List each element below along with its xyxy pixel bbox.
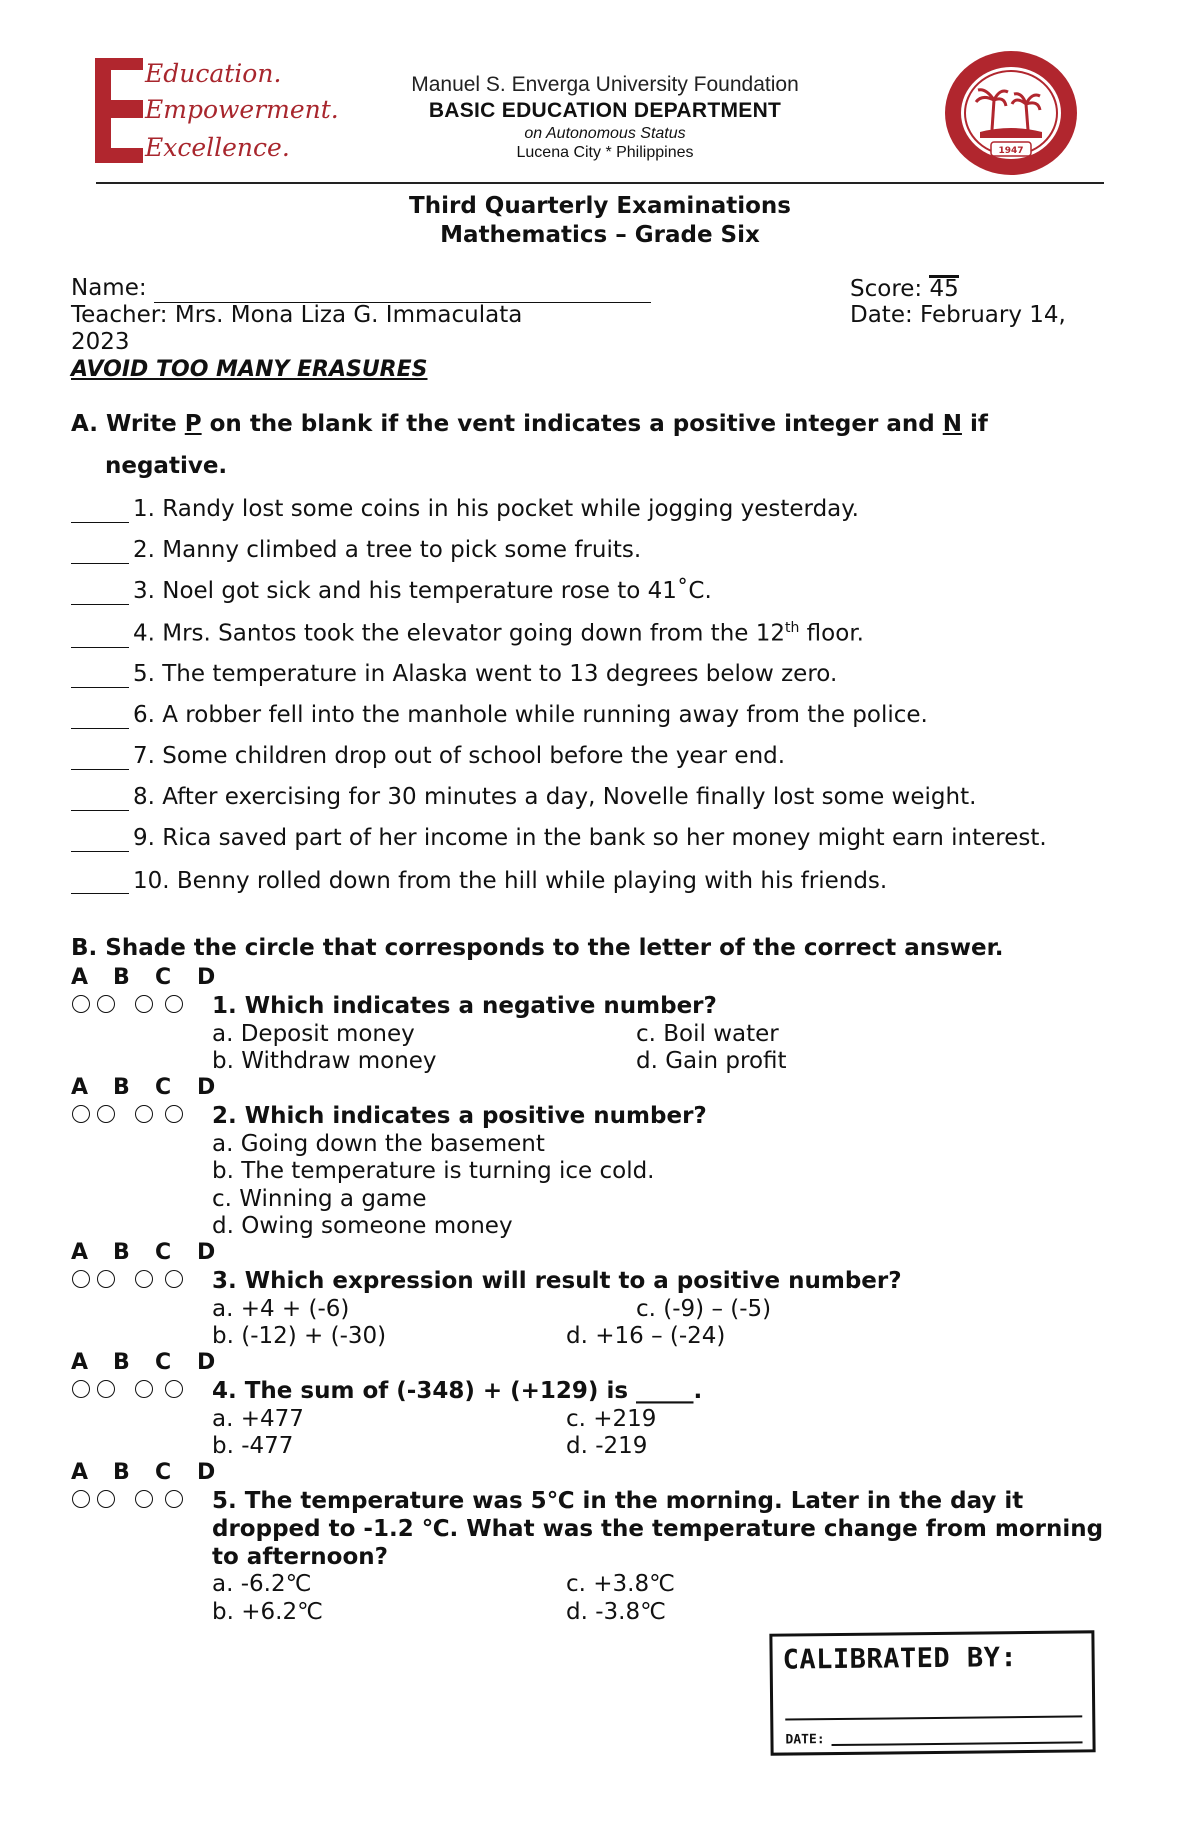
option-c: c. +3.8℃ bbox=[566, 1571, 675, 1597]
list-item bbox=[71, 743, 785, 770]
answer-blank[interactable] bbox=[71, 661, 129, 688]
item-text: 1. Randy lost some coins in his pocket while jogging yesterday. bbox=[133, 496, 859, 522]
circle-b[interactable] bbox=[97, 1380, 115, 1398]
letter-a: A bbox=[71, 1075, 89, 1100]
department-name: BASIC EDUCATION DEPARTMENT bbox=[428, 99, 782, 122]
option-b: b. The temperature is turning ice cold. bbox=[212, 1158, 655, 1184]
letter-c: C bbox=[155, 1350, 172, 1375]
item-text: 8. After exercising for 30 minutes a day, Novelle finally lost some weight. bbox=[133, 784, 977, 810]
list-item bbox=[71, 825, 1047, 852]
answer-blank[interactable] bbox=[71, 784, 129, 811]
circle-d[interactable] bbox=[165, 1380, 183, 1398]
instr-n: N bbox=[942, 411, 962, 437]
option-c: c. Boil water bbox=[636, 1021, 779, 1047]
logo-letter-e bbox=[95, 58, 143, 163]
question-text: 2. Which indicates a positive number? bbox=[212, 1103, 707, 1129]
circle-a[interactable] bbox=[72, 1105, 90, 1123]
circle-a[interactable] bbox=[72, 1270, 90, 1288]
instr-p: P bbox=[184, 411, 202, 437]
answer-blank[interactable] bbox=[71, 621, 129, 648]
option-d: d. Gain profit bbox=[636, 1048, 787, 1074]
circle-c[interactable] bbox=[135, 1270, 153, 1288]
answer-letters bbox=[71, 1350, 239, 1375]
letter-b: B bbox=[113, 1240, 130, 1265]
score-row bbox=[850, 275, 959, 303]
institution-block bbox=[330, 72, 880, 162]
circle-c[interactable] bbox=[135, 995, 153, 1013]
circle-a[interactable] bbox=[72, 1490, 90, 1508]
letter-b: B bbox=[113, 1075, 130, 1100]
circle-d[interactable] bbox=[165, 1270, 183, 1288]
autonomous-status: on Autonomous Status bbox=[524, 125, 686, 142]
item-text-end: floor. bbox=[799, 620, 864, 647]
item-text: 3. Noel got sick and his temperature rose to 41˚C. bbox=[133, 578, 712, 604]
letter-c: C bbox=[155, 1460, 172, 1485]
seal-year: 1947 bbox=[998, 146, 1024, 156]
letter-a: A bbox=[71, 1240, 89, 1265]
logo-line-education: Education. bbox=[145, 59, 282, 88]
option-d: d. -219 bbox=[566, 1433, 648, 1459]
question-text: 3. Which expression will result to a positive number? bbox=[212, 1268, 902, 1294]
option-a: a. +477 bbox=[212, 1406, 304, 1432]
section-b-instruction-text: B. Shade the circle that corresponds to the letter of the correct answer. bbox=[71, 935, 1004, 961]
option-c: c. Winning a game bbox=[212, 1186, 427, 1212]
list-item bbox=[71, 537, 641, 564]
circle-c[interactable] bbox=[135, 1105, 153, 1123]
circle-b[interactable] bbox=[97, 1490, 115, 1508]
circle-b[interactable] bbox=[97, 1105, 115, 1123]
answer-letters bbox=[71, 1075, 239, 1100]
answer-blank[interactable] bbox=[71, 496, 129, 523]
item-text: 5. The temperature in Alaska went to 13 degrees below zero. bbox=[133, 661, 838, 687]
item-text: 4. Mrs. Santos took the elevator going down from the 12 bbox=[133, 620, 785, 647]
answer-blank[interactable] bbox=[71, 578, 129, 605]
list-item bbox=[71, 620, 864, 648]
circle-d[interactable] bbox=[165, 1105, 183, 1123]
letter-b: B bbox=[113, 1460, 130, 1485]
header-divider bbox=[96, 182, 1104, 184]
letter-b: B bbox=[113, 965, 130, 990]
city-line: Lucena City * Philippines bbox=[516, 144, 694, 161]
item-superscript: th bbox=[785, 620, 800, 636]
circle-d[interactable] bbox=[165, 995, 183, 1013]
letter-b: B bbox=[113, 1350, 130, 1375]
option-d: d. -3.8℃ bbox=[566, 1599, 666, 1625]
letter-c: C bbox=[155, 1075, 172, 1100]
section-a-instruction bbox=[71, 411, 988, 437]
name-row bbox=[71, 275, 651, 303]
option-b: b. (-12) + (-30) bbox=[212, 1323, 387, 1349]
stamp-date-line[interactable] bbox=[832, 1741, 1083, 1746]
option-b: b. +6.2℃ bbox=[212, 1599, 323, 1625]
option-d: d. Owing someone money bbox=[212, 1213, 513, 1239]
option-d: d. +16 – (-24) bbox=[566, 1323, 726, 1349]
answer-letters bbox=[71, 1240, 239, 1265]
option-b: b. Withdraw money bbox=[212, 1048, 437, 1074]
answer-blank[interactable] bbox=[71, 702, 129, 729]
circle-b[interactable] bbox=[97, 995, 115, 1013]
option-a: a. -6.2℃ bbox=[212, 1571, 312, 1597]
answer-blank[interactable] bbox=[71, 743, 129, 770]
question-text: 5. The temperature was 5℃ in the morning. Later in the day it dropped to -1.2 ℃. What was the temperature change from morning to afternoon? bbox=[212, 1488, 1104, 1570]
option-b: b. -477 bbox=[212, 1433, 294, 1459]
item-text: 7. Some children drop out of school before the year end. bbox=[133, 743, 786, 769]
letter-d: D bbox=[197, 1075, 216, 1100]
university-seal-icon bbox=[942, 48, 1080, 178]
option-c: c. +219 bbox=[566, 1406, 657, 1432]
circle-a[interactable] bbox=[72, 1380, 90, 1398]
circle-b[interactable] bbox=[97, 1270, 115, 1288]
letter-c: C bbox=[155, 965, 172, 990]
option-a: a. Going down the basement bbox=[212, 1131, 545, 1157]
university-name: Manuel S. Enverga University Foundation bbox=[411, 73, 799, 96]
option-a: a. +4 + (-6) bbox=[212, 1296, 350, 1322]
letter-d: D bbox=[197, 1350, 216, 1375]
item-text: 6. A robber fell into the manhole while running away from the police. bbox=[133, 702, 928, 728]
logo-line-empowerment: Empowerment. bbox=[145, 95, 339, 124]
list-item bbox=[71, 784, 976, 811]
section-a-instruction-line2: negative. bbox=[105, 453, 228, 479]
item-text: 2. Manny climbed a tree to pick some fruits. bbox=[133, 537, 642, 563]
letter-d: D bbox=[197, 965, 216, 990]
calibration-stamp bbox=[769, 1630, 1095, 1755]
name-label: Name: bbox=[71, 275, 147, 301]
answer-letters bbox=[71, 965, 239, 990]
circle-c[interactable] bbox=[135, 1490, 153, 1508]
logo-line-excellence: Excellence. bbox=[145, 133, 290, 162]
instr-pre: A. Write bbox=[71, 411, 185, 437]
section-b-instruction bbox=[71, 935, 1004, 961]
answer-letters bbox=[71, 1460, 239, 1485]
date-line: Date: February 14, bbox=[850, 302, 1066, 328]
stamp-date-label: DATE: bbox=[785, 1732, 825, 1748]
exam-subject: Mathematics – Grade Six bbox=[440, 222, 760, 248]
instr-mid: on the blank if the vent indicates a positive integer and bbox=[201, 411, 943, 437]
answer-blank[interactable] bbox=[71, 867, 129, 894]
teacher-line: Teacher: Mrs. Mona Liza G. Immaculata bbox=[71, 302, 523, 328]
exam-title: Third Quarterly Examinations bbox=[409, 193, 791, 219]
circle-d[interactable] bbox=[165, 1490, 183, 1508]
circle-a[interactable] bbox=[72, 995, 90, 1013]
instr-post: if bbox=[961, 411, 988, 437]
list-item bbox=[71, 702, 928, 729]
option-c: c. (-9) – (-5) bbox=[636, 1296, 772, 1322]
list-item bbox=[71, 661, 837, 688]
item-text: 10. Benny rolled down from the hill while playing with his friends. bbox=[133, 868, 888, 894]
stamp-title: CALIBRATED BY: bbox=[782, 1642, 1018, 1676]
item-text: 9. Rica saved part of her income in the bank so her money might earn interest. bbox=[133, 825, 1047, 851]
name-blank[interactable] bbox=[154, 275, 651, 303]
letter-d: D bbox=[197, 1460, 216, 1485]
letter-d: D bbox=[197, 1240, 216, 1265]
erasure-warning: AVOID TOO MANY ERASURES bbox=[71, 357, 428, 382]
letter-a: A bbox=[71, 1460, 89, 1485]
question-text: 4. The sum of (-348) + (+129) is _____. bbox=[212, 1378, 703, 1404]
letter-a: A bbox=[71, 1350, 89, 1375]
option-a: a. Deposit money bbox=[212, 1021, 415, 1047]
letter-a: A bbox=[71, 965, 89, 990]
score-total: 45 bbox=[929, 276, 959, 302]
circle-c[interactable] bbox=[135, 1380, 153, 1398]
answer-blank[interactable] bbox=[71, 825, 129, 852]
list-item bbox=[71, 496, 859, 523]
list-item bbox=[71, 867, 888, 894]
score-label: Score: bbox=[850, 276, 923, 302]
date-year: 2023 bbox=[71, 329, 130, 355]
list-item bbox=[71, 578, 712, 605]
question-text: 1. Which indicates a negative number? bbox=[212, 993, 717, 1019]
school-logo bbox=[95, 58, 339, 173]
calibrator-signature-line[interactable] bbox=[785, 1715, 1082, 1720]
letter-c: C bbox=[155, 1240, 172, 1265]
answer-blank[interactable] bbox=[71, 537, 129, 564]
